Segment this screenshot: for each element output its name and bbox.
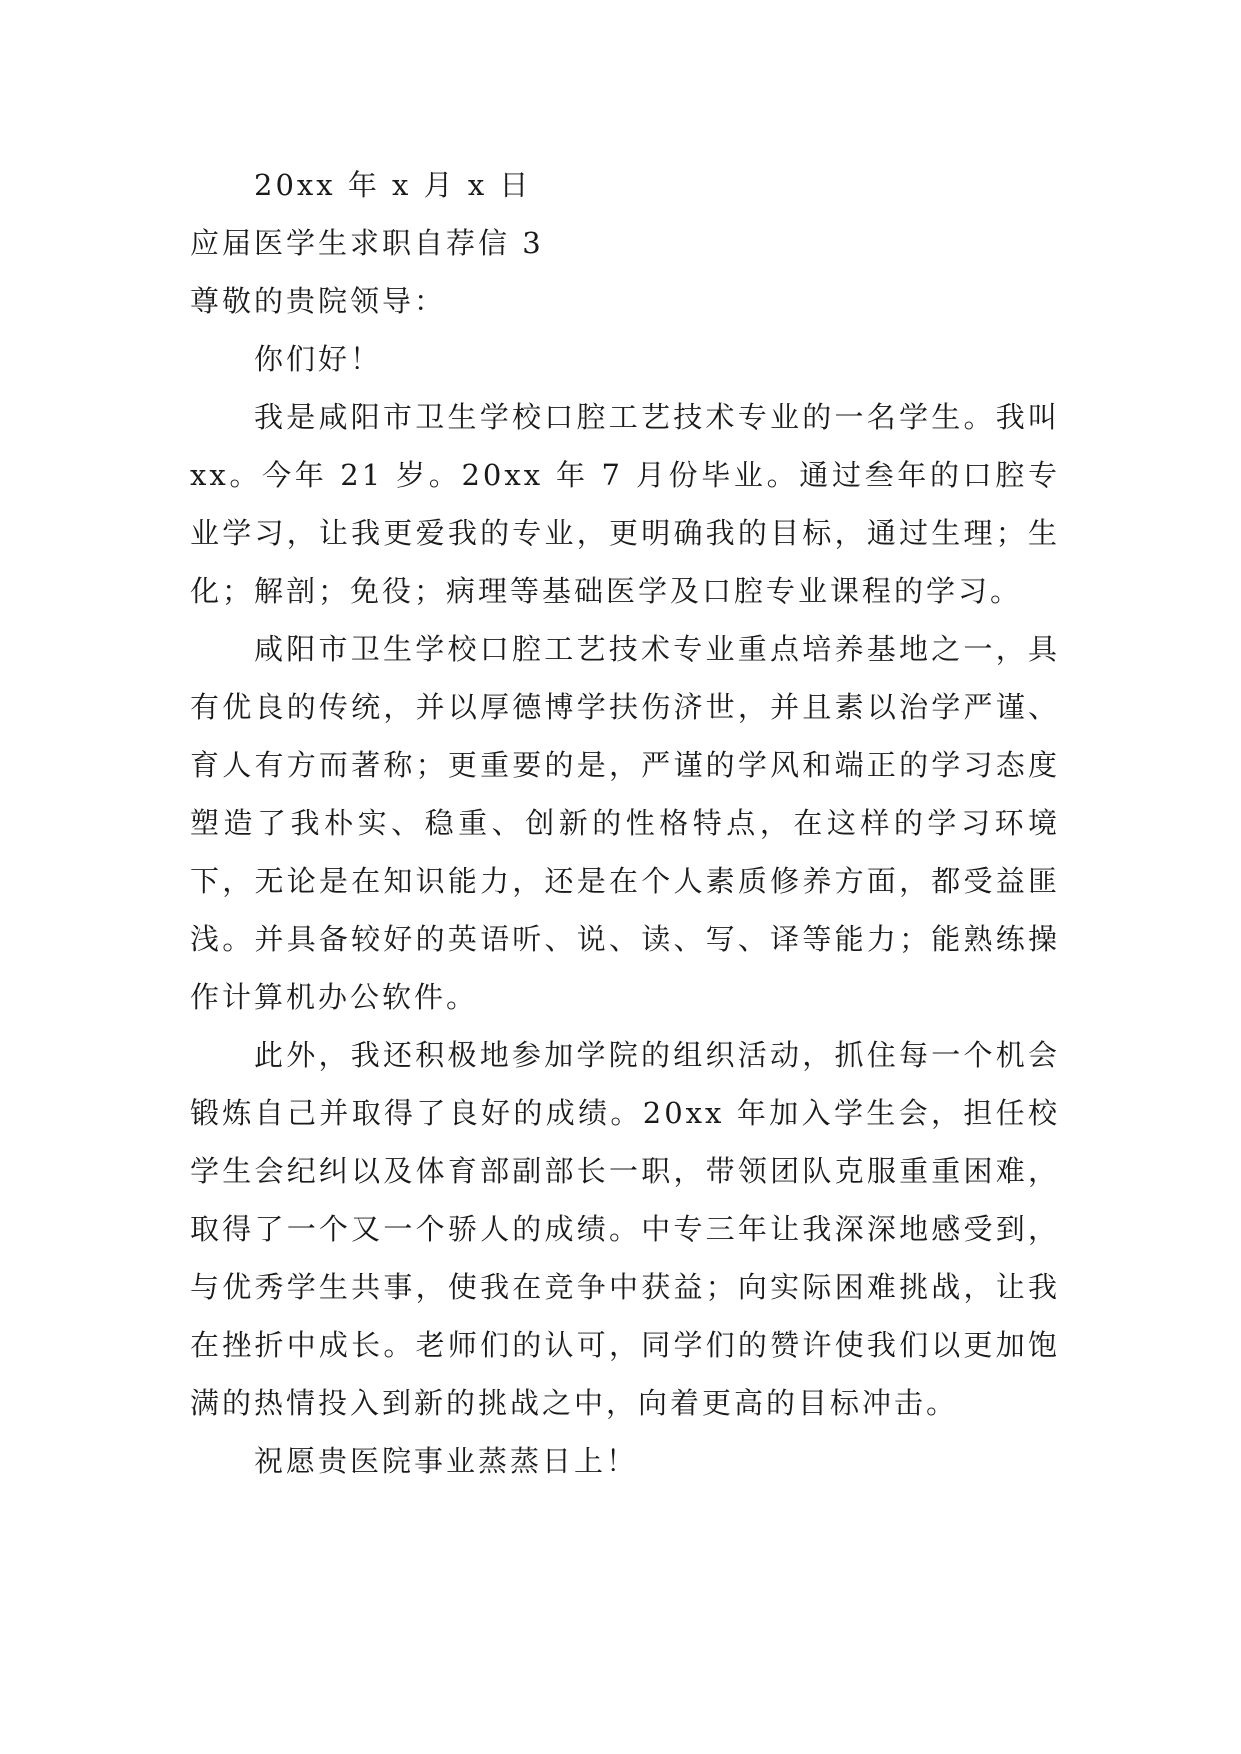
letter-greeting: 你们好！ [254,342,383,376]
letter-title: 应届医学生求职自荐信 3 [190,226,544,260]
letter-body [190,156,1060,1490]
paragraph-activities: 此外，我还积极地参加学院的组织活动，抓住每一个机会锻炼自己并取得了良好的成绩。20xx 年加入学生会，担任校学生会纪纠以及体育部副部长一职，带领团队克服重重困难，取得了一个又一个骄人的成绩。中专三年让我深深地感受到，与优秀学生共事，使我在竞争中获益；向实际困难挑战，让我在挫折中成长。老师们的认可，同学们的赞许使我们以更加饱满的热情投入到新的挑战之中，向着更高的目标冲击。 [190,1038,1060,1420]
letter-closing: 祝愿贵医院事业蒸蒸日上！ [254,1444,639,1478]
letter-date: 20xx 年 x 月 x 日 [254,168,532,202]
letter-salutation: 尊敬的贵院领导： [190,284,447,318]
paragraph-introduction: 我是咸阳市卫生学校口腔工艺技术专业的一名学生。我叫 xx。今年 21 岁。20xx 年 7 月份毕业。通过叁年的口腔专业学习，让我更爱我的专业，更明确我的目标，通过生理；生化；解剖；免役；病理等基础医学及口腔专业课程的学习。 [190,400,1060,608]
paragraph-school: 咸阳市卫生学校口腔工艺技术专业重点培养基地之一，具有优良的传统，并以厚德博学扶伤济世，并且素以治学严谨、育人有方而著称；更重要的是，严谨的学风和端正的学习态度塑造了我朴实、稳重、创新的性格特点，在这样的学习环境下，无论是在知识能力，还是在个人素质修养方面，都受益匪浅。并具备较好的英语听、说、读、写、译等能力；能熟练操作计算机办公软件。 [190,632,1060,1014]
